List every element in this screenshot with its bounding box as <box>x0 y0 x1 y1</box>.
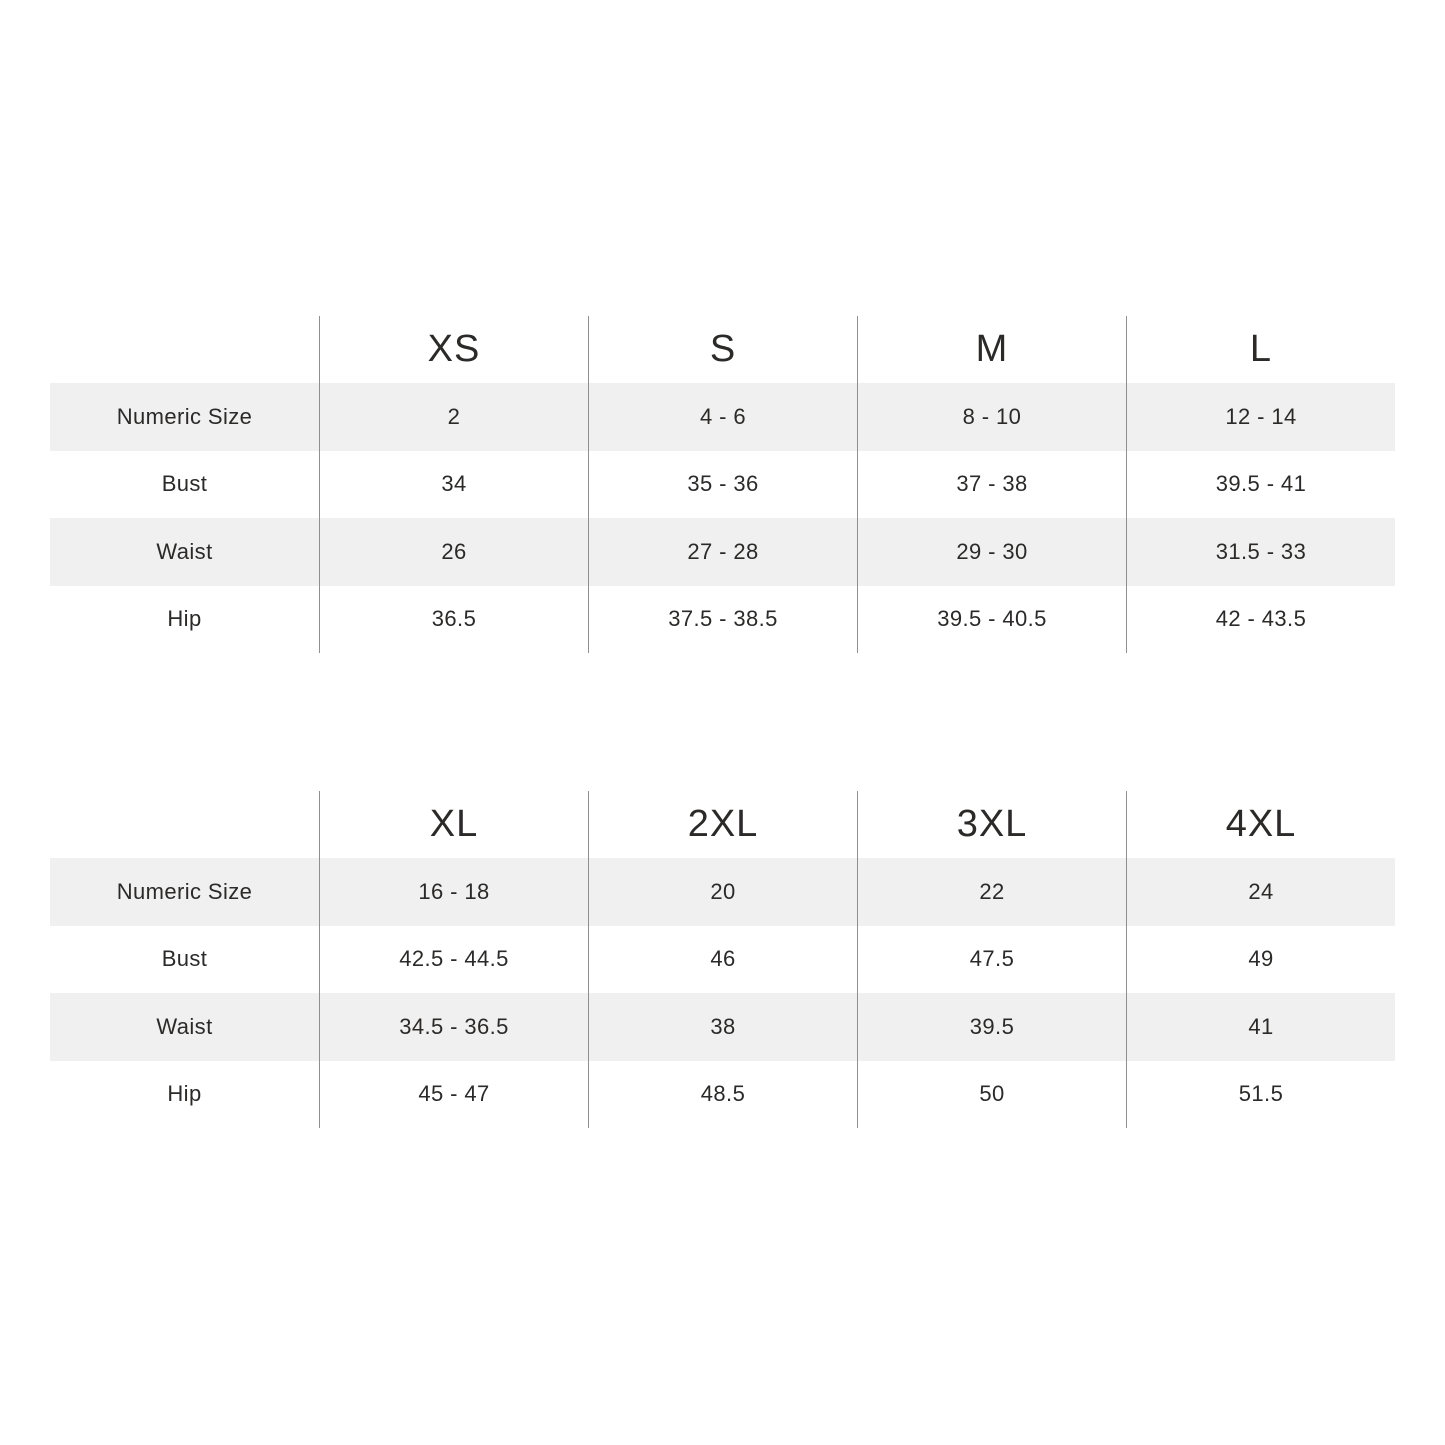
size-table-extended <box>50 791 1395 1128</box>
value-cell: 42 - 43.5 <box>1126 586 1395 654</box>
size-table-regular <box>50 316 1395 653</box>
corner-spacer <box>50 791 319 858</box>
row-label-bust: Bust <box>161 946 208 972</box>
value-cell: 39.5 - 41 <box>1126 451 1395 519</box>
value-cell: 39.5 - 40.5 <box>857 586 1126 654</box>
row-label-numeric-size: Numeric Size <box>50 858 319 926</box>
value-cell: 8 - 10 <box>857 383 1126 451</box>
value-cell: 12 - 14 <box>1126 383 1395 451</box>
row-label-hip: Hip <box>167 1081 202 1107</box>
value-cell: 45 - 47 <box>319 1061 588 1129</box>
row-label-bust: Bust <box>161 471 208 497</box>
value-cell: 29 - 30 <box>857 518 1126 586</box>
value-cell: 2 <box>319 383 588 451</box>
value-cell: 16 - 18 <box>319 858 588 926</box>
value-cell: 41 <box>1126 993 1395 1061</box>
col-header-4xl: 4XL <box>1126 791 1395 858</box>
col-header-s: S <box>588 316 857 383</box>
corner-spacer <box>50 316 319 383</box>
col-header-xs: XS <box>319 316 588 383</box>
value-cell: 37.5 - 38.5 <box>588 586 857 654</box>
col-header-xl: XL <box>319 791 588 858</box>
col-header-l: L <box>1126 316 1395 383</box>
value-cell: 34.5 - 36.5 <box>319 993 588 1061</box>
value-cell: 50 <box>857 1061 1126 1129</box>
value-cell: 35 - 36 <box>588 451 857 519</box>
value-cell: 42.5 - 44.5 <box>319 926 588 994</box>
value-cell: 20 <box>588 858 857 926</box>
row-label-waist: Waist <box>50 518 319 586</box>
value-cell: 47.5 <box>857 926 1126 994</box>
value-cell: 22 <box>857 858 1126 926</box>
value-cell: 36.5 <box>319 586 588 654</box>
col-header-2xl: 2XL <box>588 791 857 858</box>
value-cell: 48.5 <box>588 1061 857 1129</box>
value-cell: 31.5 - 33 <box>1126 518 1395 586</box>
value-cell: 46 <box>588 926 857 994</box>
value-cell: 34 <box>319 451 588 519</box>
row-label-waist: Waist <box>50 993 319 1061</box>
row-label-numeric-size: Numeric Size <box>50 383 319 451</box>
value-cell: 4 - 6 <box>588 383 857 451</box>
value-cell: 38 <box>588 993 857 1061</box>
value-cell: 39.5 <box>857 993 1126 1061</box>
value-cell: 37 - 38 <box>857 451 1126 519</box>
value-cell: 26 <box>319 518 588 586</box>
col-header-m: M <box>857 316 1126 383</box>
col-header-3xl: 3XL <box>857 791 1126 858</box>
value-cell: 27 - 28 <box>588 518 857 586</box>
value-cell: 51.5 <box>1126 1061 1395 1129</box>
value-cell: 24 <box>1126 858 1395 926</box>
row-label-hip: Hip <box>167 606 202 632</box>
value-cell: 49 <box>1126 926 1395 994</box>
